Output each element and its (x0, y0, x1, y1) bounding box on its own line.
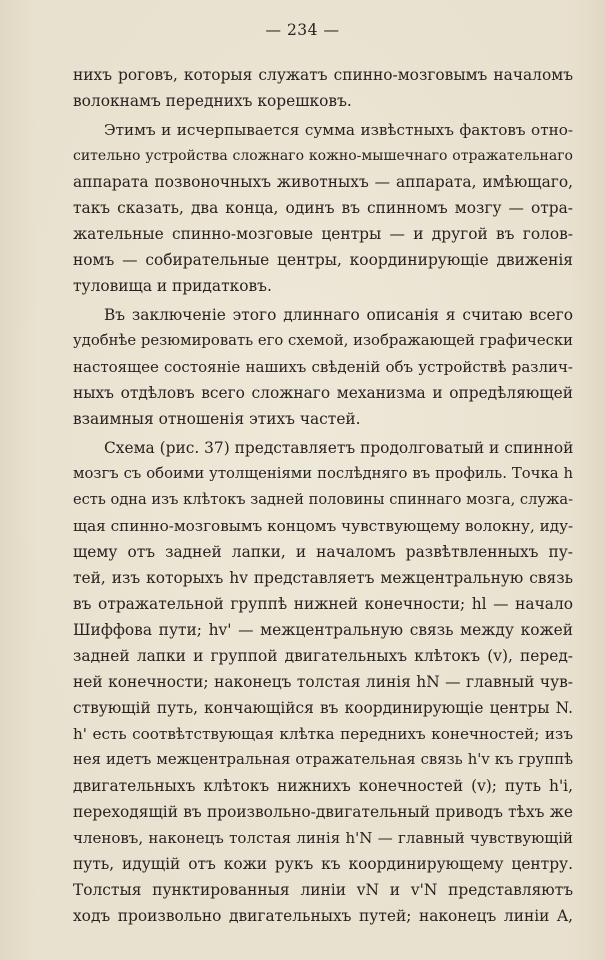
page-number: — 234 — (265, 21, 340, 39)
text-line: ствующій путь, кончающійся въ координирующіе центры N. (73, 699, 573, 717)
text-line: ходъ произвольно двигательныхъ путей; наконецъ линіи A, (73, 907, 573, 925)
text-line: членовъ, наконецъ толстая линія h'N — главный чувствующій (73, 829, 573, 847)
paragraph-3 (73, 302, 573, 432)
text-line: ней конечности; наконецъ толстая линія hN — главный чув- (73, 673, 573, 691)
text-line: мозгъ съ обоими утолщеніями послѣдняго въ профиль. Точка h (73, 465, 573, 482)
text-line: сительно устройства сложнаго кожно-мышечнаго отражательнаго (73, 148, 573, 164)
text-line: ныхъ отдѣловъ всего сложнаго механизма и опредѣляющей (73, 384, 573, 402)
text-line: аппарата позвоночныхъ животныхъ — аппарата, имѣющаго, (73, 173, 573, 191)
text-line: Въ заключеніе этого длиннаго описанія я считаю всего (104, 306, 573, 324)
text-line: взаимныя отношенія этихъ частей. (73, 410, 361, 428)
text-line: туловища и придатковъ. (73, 277, 272, 295)
text-line: номъ — собирательные центры, координирующіе движенія (73, 251, 573, 269)
text-line: путь, идущій отъ кожи рукъ къ координирующему центру. (73, 855, 573, 873)
text-line: щему отъ задней лапки, и началомъ развѣтвленныхъ пу- (73, 543, 573, 561)
paragraph-1 (73, 62, 573, 114)
paragraph-2 (73, 117, 573, 299)
body-text (73, 62, 573, 929)
text-line: Толстыя пунктированныя линіи vN и v'N представляютъ (73, 881, 573, 899)
paragraph-4 (73, 435, 573, 929)
text-line: волокнамъ переднихъ корешковъ. (73, 92, 352, 110)
text-line: нея идетъ межцентральная отражательная связь h'v къ группѣ (73, 751, 573, 768)
text-line: Этимъ и исчерпывается сумма извѣстныхъ фактовъ отно- (104, 121, 573, 139)
text-line: жательные спинно-мозговые центры — и другой въ голов- (73, 225, 573, 243)
text-line: задней лапки и группой двигательныхъ клѣтокъ (v), перед- (73, 647, 573, 665)
text-line: удобнѣе резюмировать его схемой, изображающей графически (73, 332, 573, 349)
text-line: настоящее состояніе нашихъ свѣденій объ устройствѣ различ- (73, 358, 573, 376)
text-line: въ отражательной группѣ нижней конечности; hl — начало (73, 595, 573, 613)
text-line: нихъ роговъ, которыя служатъ спинно-мозговымъ началомъ (73, 66, 573, 84)
text-line: тей, изъ которыхъ hv представляетъ межцентральную связь (73, 569, 573, 587)
text-line: двигательныхъ клѣтокъ нижнихъ конечностей (v); путь h'i, (73, 777, 573, 795)
text-line: h' есть соотвѣтствующая клѣтка переднихъ конечностей; изъ (73, 725, 573, 743)
text-line: переходящій въ произвольно-двигательный приводъ тѣхъ же (73, 803, 573, 821)
text-line: такъ сказать, два конца, одинъ въ спинномъ мозгу — отра- (73, 199, 573, 217)
text-line: есть одна изъ клѣтокъ задней половины спиннаго мозга, служа- (73, 491, 573, 508)
text-line: Схема (рис. 37) представляетъ продолговатый и спинной (104, 439, 574, 457)
text-line: щая спинно-мозговымъ концомъ чувствующему волокну, иду- (73, 517, 574, 535)
text-line: Шиффова пути; hv' — межцентральную связь между кожей (73, 621, 573, 639)
